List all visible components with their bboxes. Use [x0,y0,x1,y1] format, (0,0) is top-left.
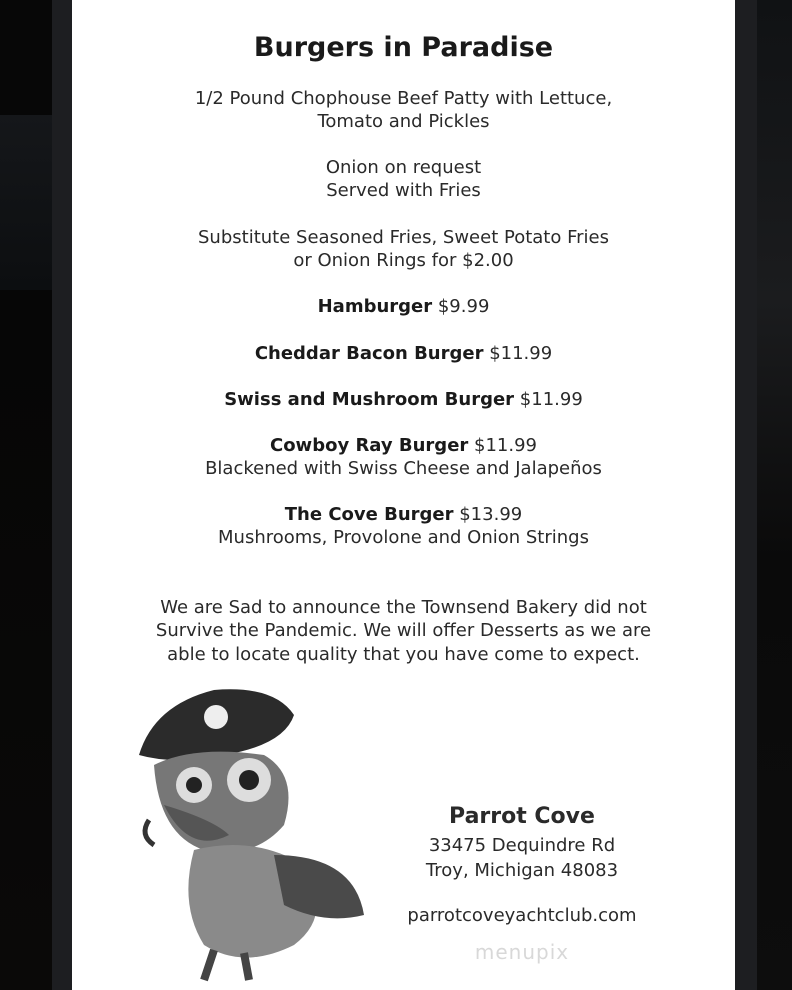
menu-item [72,295,735,318]
notice-line-3: able to locate quality that you have come to expect. [167,644,640,665]
onion-line: Onion on request [325,157,482,178]
menu-item [72,434,735,457]
background-edge-right [735,0,757,990]
restaurant-name: Parrot Cove [449,804,595,829]
city-address: Troy, Michigan 48083 [425,860,619,881]
menu-title: Burgers in Paradise [253,32,554,63]
item-price: $9.99 [437,296,490,317]
background-left [0,0,52,990]
substitute-line-2: or Onion Rings for $2.00 [293,250,514,271]
hook-icon [145,820,154,845]
pirate-parrot-illustration [134,685,369,985]
menu-page [72,0,735,990]
item-name: Hamburger [317,296,433,317]
item-price: $13.99 [459,504,523,525]
item-price: $11.99 [519,389,583,410]
menu-item [72,342,735,365]
substitute-line-1: Substitute Seasoned Fries, Sweet Potato Fries [198,227,609,248]
street-address: 33475 Dequindre Rd [428,835,616,856]
intro-line-1: 1/2 Pound Chophouse Beef Patty with Lettuce, [194,88,613,109]
item-name: Swiss and Mushroom Burger [224,389,515,410]
fries-line: Served with Fries [326,180,481,201]
menu-item [72,388,735,411]
item-name: The Cove Burger [284,504,454,525]
notice-line-1: We are Sad to announce the Townsend Bakery did not [160,597,647,618]
skull-icon [204,705,228,729]
menu-item [72,503,735,526]
item-description: Mushrooms, Provolone and Onion Strings [218,527,589,548]
notice-line-2: Survive the Pandemic. We will offer Desserts as we are [155,620,652,641]
website-link[interactable]: parrotcoveyachtclub.com [407,905,637,926]
watermark: menupix [474,940,570,964]
item-price: $11.99 [474,435,537,456]
item-name: Cheddar Bacon Burger [254,343,484,364]
item-price: $11.99 [489,343,553,364]
background-edge-left [52,0,72,990]
item-name: Cowboy Ray Burger [269,435,469,456]
item-description: Blackened with Swiss Cheese and Jalapeños [205,458,602,479]
intro-line-2: Tomato and Pickles [317,111,490,132]
background-right [757,0,792,990]
